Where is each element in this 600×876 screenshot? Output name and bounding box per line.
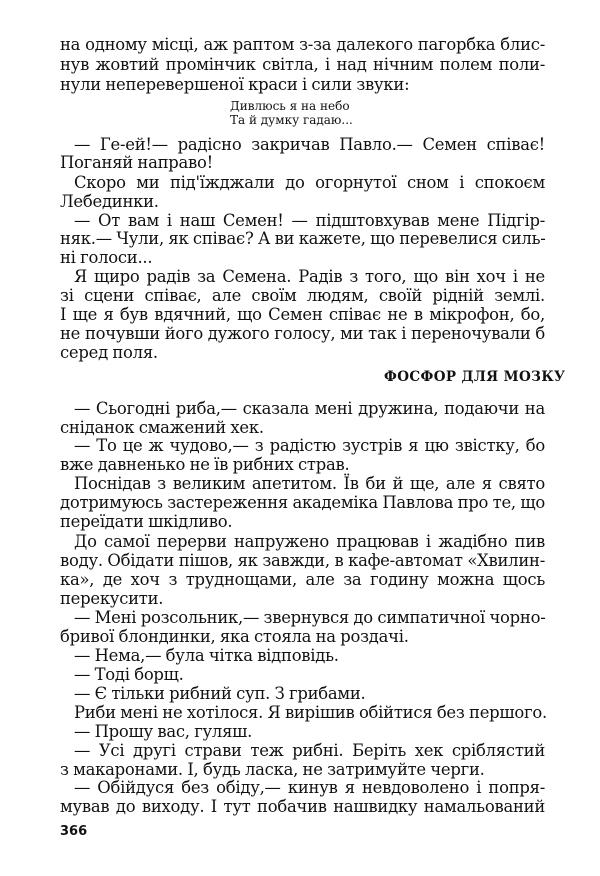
text-line: нув жовтий промінчик світла, і над нічним полем поли- [60,54,545,74]
text-line: Скоро ми під'їжджали до огорнутої сном і спокоєм [74,172,545,192]
text-line: нули неперевершеної краси і сили звуки: [60,74,410,94]
text-line: няк.— Чули, як співає? А ви кажете, що перевелися силь- [60,229,546,249]
text-line: — Нема,— була чітка відповідь. [74,646,339,666]
text-line: — Є тільки рибний суп. З грибами. [74,683,366,703]
text-line: До самої перерви напружено працював і жадібно пив [74,531,545,551]
text-line: І ще я був вдячний, що Семен співає не в мікрофон, бо, [60,305,545,324]
text-line: сніданок смажений хек. [60,417,264,437]
text-line: бривої блондинки, яка стояла на роздачі. [60,627,409,647]
text-line: Поганяй направо! [60,152,213,172]
text-line: — Тоді борщ. [74,665,184,684]
text-line: — От вам і наш Семен! — підштовхував мене Підгір- [74,211,545,231]
text-line: — Мені розсольник,— звернувся до симпатичної чорно- [74,608,546,628]
text-line: — Сьогодні риба,— сказала мені дружина, подаючи на [74,398,545,418]
text-line: — Прошу вас, гуляш. [74,721,253,741]
text-line: ні голоси... [60,248,153,268]
section-heading: ФОСФОР ДЛЯ МОЗКУ [384,368,566,385]
text-line: воду. Обідати пішов, як завжди, в кафе-автомат «Хвилин- [60,550,545,570]
text-line: на одному місці, аж раптом з-за далекого пагорбка блис- [60,35,545,54]
text-line: не почувши його дужого голосу, ми так і переночували б [60,323,545,343]
text-line: — Ге-ей!— радісно закричав Павло.— Семен співає! [74,134,545,154]
text-line: вже давненько не їв рибних страв. [60,455,350,475]
text-line: переїдати шкідливо. [60,512,233,531]
page-number: 366 [60,824,88,839]
text-line: — То це ж чудово,— з радістю зустрів я цю звістку, бо [74,436,545,456]
epigraph-line: Дивлюсь я на небо [230,98,350,113]
text-line: перекусити. [60,588,164,608]
epigraph-line: Та й думку гадаю... [230,113,353,128]
text-line: мував до виходу. І тут побачив нашвидку намальований [60,797,545,817]
text-line: ка», де хоч з труднощами, але за годину можна щось [60,569,545,589]
text-line: Риби мені не хотілося. Я вирішив обійтися без першого. [74,702,547,722]
text-line: — Обійдуся без обіду,— кинув я невдоволено і попря- [74,778,545,798]
text-line: зі сцени співає, але своїм людям, своїй рідній землі. [60,286,545,306]
text-line: з макаронами. І, будь ласка, не затримуйте черги. [60,759,485,779]
text-line: дотримуюсь застереження академіка Павлова про те, що [60,493,545,513]
text-line: — Усі другі страви теж рибні. Беріть хек сріблястий [74,740,545,760]
text-line: Я щиро радів за Семена. Радів з того, що він хоч і не [74,267,545,287]
text-line: серед поля. [60,342,158,362]
text-line: Поснідав з великим апетитом. Їв би й ще, але я свято [74,474,545,494]
text-line: Лебединки. [60,191,159,211]
